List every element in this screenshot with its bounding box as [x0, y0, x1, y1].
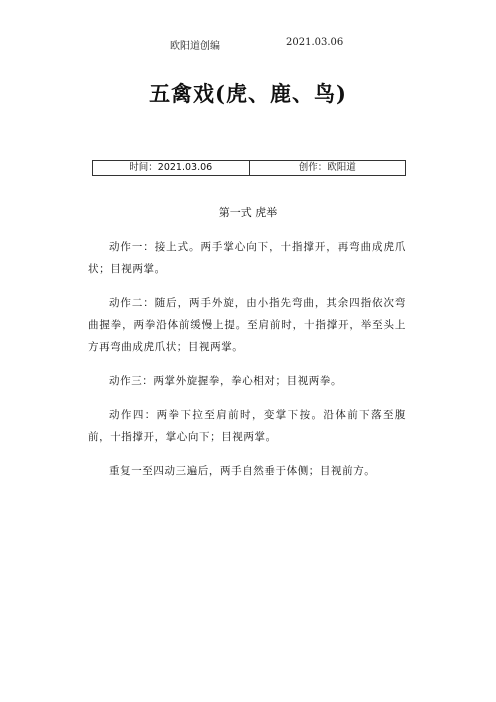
paragraph: 动作三：两掌外旋握拳，拳心相对；目视两拳。 [109, 375, 343, 387]
document-title: 五禽戏(虎、鹿、鸟) [149, 81, 347, 106]
header-date: 2021.03.06 [286, 37, 344, 48]
info-time: 时间：2021.03.06 [129, 162, 213, 173]
paragraph: 动作一：接上式。两手掌心向下，十指撑开，再弯曲成虎爪状；目视两掌。 [88, 241, 406, 275]
info-creator: 创作：欧阳道 [249, 161, 406, 175]
info-table [92, 160, 406, 176]
section-title: 第一式 虎举 [218, 206, 278, 219]
paragraph: 动作四：两拳下拉至肩前时，变掌下按。沿体前下落至腹前，十指撑开，掌心向下；目视两掌。 [88, 409, 406, 443]
paragraph: 动作二：随后，两手外旋，由小指先弯曲，其余四指依次弯曲握拳，两拳沿体前缓慢上提。至肩前时，十指撑开，举至头上方再弯曲成虎爪状；目视两掌。 [88, 297, 406, 353]
paragraph: 重复一至四动三遍后，两手自然垂于体侧；目视前方。 [109, 465, 376, 477]
header-author: 欧阳道创编 [170, 41, 220, 52]
body-text [88, 236, 406, 494]
